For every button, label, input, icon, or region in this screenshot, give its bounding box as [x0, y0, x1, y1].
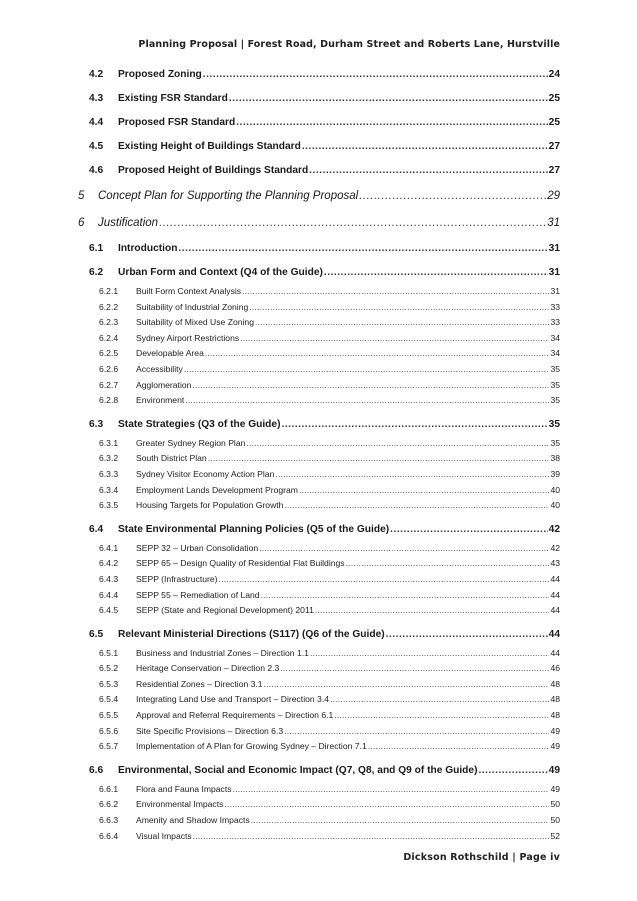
toc-dot-leader	[259, 541, 549, 557]
toc-entry-title: Visual Impacts	[136, 830, 192, 841]
toc-dot-leader	[330, 692, 549, 708]
toc-dot-leader	[229, 88, 548, 110]
toc-dot-leader	[284, 724, 549, 740]
toc-entry-number: 4.3	[89, 93, 104, 104]
toc-entry[interactable]	[78, 284, 560, 300]
toc-entry[interactable]	[78, 708, 560, 724]
toc-entry-page: 33	[550, 301, 560, 312]
toc-entry[interactable]	[78, 624, 560, 646]
toc-entry-title: Proposed FSR Standard	[118, 117, 236, 128]
toc-entry-page: 35	[550, 437, 560, 448]
toc-entry[interactable]	[78, 112, 560, 134]
toc-entry[interactable]	[78, 760, 560, 782]
toc-entry-number: 6.2.6	[99, 363, 119, 374]
toc-entry-number: 6.5.1	[99, 647, 119, 658]
toc-entry[interactable]	[78, 451, 560, 467]
toc-entry-title: Built Form Context Analysis	[136, 286, 242, 296]
toc-entry-page: 49	[550, 741, 560, 752]
toc-dot-leader	[302, 136, 548, 158]
toc-entry[interactable]	[78, 211, 560, 236]
toc-entry-title: Site Specific Provisions – Direction 6.3	[136, 725, 284, 736]
toc-entry-title: Environmental Impacts	[136, 799, 224, 810]
toc-entry[interactable]	[78, 588, 560, 604]
toc-entry[interactable]	[78, 739, 560, 755]
toc-entry[interactable]	[78, 813, 560, 829]
toc-dot-leader	[478, 760, 547, 782]
toc-dot-leader	[242, 284, 549, 300]
toc-dot-leader	[280, 661, 549, 677]
toc-entry-title: Suitability of Mixed Use Zoning	[136, 317, 254, 328]
toc-entry-number: 4.6	[89, 165, 104, 176]
toc-entry-page: 35	[548, 418, 560, 430]
toc-entry-title: Existing Height of Buildings Standard	[118, 141, 301, 152]
toc-entry-page: 50	[550, 815, 560, 826]
toc-entry-number: 6.5.3	[99, 678, 119, 689]
toc-entry-page: 35	[550, 379, 560, 390]
toc-entry[interactable]	[78, 300, 560, 316]
toc-entry-title: Proposed Height of Buildings Standard	[118, 165, 309, 176]
toc-entry-number: 6.4.4	[99, 589, 119, 600]
toc-entry[interactable]	[78, 160, 560, 182]
toc-dot-leader	[310, 646, 550, 662]
toc-entry-page: 48	[550, 678, 560, 689]
toc-entry[interactable]	[78, 661, 560, 677]
toc-entry-page: 44	[550, 589, 560, 600]
toc-entry-number: 6.5.4	[99, 694, 119, 705]
toc-entry-title: Accessibility	[136, 363, 183, 374]
toc-entry-page: 27	[548, 141, 560, 152]
toc-entry-page: 31	[547, 217, 560, 229]
toc-entry[interactable]	[78, 692, 560, 708]
toc-entry-page: 43	[550, 558, 560, 569]
toc-entry-page: 44	[550, 605, 560, 616]
toc-entry-page: 35	[550, 363, 560, 374]
toc-entry[interactable]	[78, 498, 560, 514]
toc-entry-page: 34	[550, 348, 560, 359]
toc-entry-title: Business and Industrial Zones – Direction 1.1	[136, 647, 309, 658]
table-of-contents	[78, 64, 560, 844]
toc-entry[interactable]	[78, 646, 560, 662]
toc-dot-leader	[192, 378, 549, 394]
toc-dot-leader	[184, 362, 550, 378]
toc-entry-number: 6.2.5	[99, 348, 119, 359]
toc-entry-title: Environmental, Social and Economic Impact (Q7, Q8, and Q9 of the Guide)	[118, 764, 478, 776]
toc-entry[interactable]	[78, 436, 560, 452]
toc-entry-page: 44	[550, 647, 560, 658]
toc-entry[interactable]	[78, 346, 560, 362]
toc-entry-page: 48	[550, 710, 560, 721]
toc-entry-number: 6.4.3	[99, 573, 119, 584]
toc-entry-title: Housing Targets for Population Growth	[136, 500, 284, 511]
toc-entry-number: 6.5.2	[99, 663, 119, 674]
toc-entry[interactable]	[78, 782, 560, 798]
toc-dot-leader	[299, 483, 550, 499]
toc-dot-leader	[159, 211, 546, 236]
toc-entry-number: 6.6.2	[99, 799, 119, 810]
toc-entry[interactable]	[78, 362, 560, 378]
toc-entry-page: 29	[547, 190, 560, 202]
toc-entry-title: Environment	[136, 395, 185, 406]
toc-entry-title: SEPP 65 – Design Quality of Residential Flat Buildings	[136, 558, 345, 569]
toc-entry-number: 5	[78, 190, 85, 202]
toc-dot-leader	[240, 331, 549, 347]
toc-entry-title: Implementation of A Plan for Growing Sydney – Direction 7.1	[136, 741, 367, 752]
toc-entry-page: 40	[550, 500, 560, 511]
toc-entry-page: 42	[550, 542, 560, 553]
toc-entry-page: 49	[550, 725, 560, 736]
toc-entry[interactable]	[78, 262, 560, 284]
toc-dot-leader	[390, 519, 548, 541]
toc-entry-number: 6.2.7	[99, 379, 119, 390]
toc-entry-number: 6.5.6	[99, 725, 119, 736]
toc-dot-leader	[251, 813, 550, 829]
toc-entry-number: 6.3.5	[99, 500, 119, 511]
toc-entry-page: 46	[550, 663, 560, 674]
toc-entry-title: SEPP (State and Regional Development) 2011	[136, 605, 314, 616]
toc-entry-title: Residential Zones – Direction 3.1	[136, 678, 263, 689]
toc-entry[interactable]	[78, 467, 560, 483]
toc-entry-page: 49	[548, 764, 560, 776]
toc-entry[interactable]	[78, 572, 560, 588]
toc-entry-number: 6.4.1	[99, 542, 119, 553]
toc-entry[interactable]	[78, 556, 560, 572]
toc-entry[interactable]	[78, 88, 560, 110]
toc-entry[interactable]	[78, 603, 560, 619]
toc-dot-leader	[205, 346, 550, 362]
toc-dot-leader	[178, 238, 547, 260]
toc-entry-page: 25	[548, 93, 560, 104]
toc-entry-number: 6.4.5	[99, 605, 119, 616]
toc-dot-leader	[359, 184, 546, 209]
page-header: Planning Proposal | Forest Road, Durham Street and Roberts Lane, Hurstville	[138, 39, 560, 50]
toc-entry-number: 4.4	[89, 117, 104, 128]
toc-entry-title: SEPP 55 – Remediation of Land	[136, 589, 260, 600]
toc-entry[interactable]	[78, 519, 560, 541]
toc-dot-leader	[261, 588, 550, 604]
toc-entry-number: 6.2.3	[99, 317, 119, 328]
toc-dot-leader	[386, 624, 548, 646]
toc-dot-leader	[203, 64, 548, 86]
toc-entry-page: 34	[550, 332, 560, 343]
toc-entry-title: Introduction	[118, 243, 178, 254]
toc-entry-page: 27	[548, 165, 560, 176]
toc-entry-page: 40	[550, 484, 560, 495]
toc-entry[interactable]	[78, 541, 560, 557]
toc-entry-number: 6.6.4	[99, 830, 119, 841]
toc-entry-title: Concept Plan for Supporting the Planning Proposal	[98, 190, 359, 202]
toc-entry[interactable]	[78, 184, 560, 209]
toc-entry[interactable]	[78, 378, 560, 394]
toc-entry[interactable]	[78, 136, 560, 158]
toc-entry-title: Suitability of Industrial Zoning	[136, 301, 249, 312]
toc-entry-page: 35	[550, 395, 560, 406]
toc-entry[interactable]	[78, 797, 560, 813]
toc-dot-leader	[275, 467, 549, 483]
toc-entry-title: Developable Area	[136, 348, 204, 359]
toc-entry-page: 52	[550, 830, 560, 841]
toc-entry-number: 6	[78, 217, 85, 229]
toc-dot-leader	[284, 498, 549, 514]
toc-entry-title: Agglomeration	[136, 379, 192, 390]
toc-dot-leader	[368, 739, 550, 755]
toc-dot-leader	[346, 556, 550, 572]
toc-entry[interactable]	[78, 315, 560, 331]
toc-entry-title: Relevant Ministerial Directions (S117) (Q6 of the Guide)	[118, 628, 385, 640]
toc-entry[interactable]	[78, 724, 560, 740]
toc-entry[interactable]	[78, 483, 560, 499]
toc-entry-title: Heritage Conservation – Direction 2.3	[136, 663, 280, 674]
toc-entry-page: 25	[548, 117, 560, 128]
toc-entry-number: 6.6.1	[99, 783, 119, 794]
toc-entry-title: Justification	[98, 217, 159, 229]
toc-entry[interactable]	[78, 64, 560, 86]
toc-entry-title: Proposed Zoning	[118, 69, 202, 80]
toc-entry-number: 6.3.4	[99, 484, 119, 495]
toc-dot-leader	[249, 300, 549, 316]
toc-entry-title: Flora and Fauna Impacts	[136, 783, 232, 794]
toc-entry-page: 49	[550, 783, 560, 794]
toc-entry-page: 38	[550, 453, 560, 464]
toc-dot-leader	[236, 112, 547, 134]
toc-entry-title: SEPP 32 – Urban Consolidation	[136, 542, 259, 553]
toc-entry-number: 4.2	[89, 69, 104, 80]
toc-entry-page: 33	[550, 317, 560, 328]
toc-entry-title: Sydney Airport Restrictions	[136, 332, 240, 343]
toc-dot-leader	[315, 603, 550, 619]
toc-entry-number: 6.3.1	[99, 437, 119, 448]
toc-entry-number: 6.6.3	[99, 815, 119, 826]
toc-dot-leader	[208, 451, 550, 467]
toc-entry-number: 6.5	[89, 628, 104, 640]
toc-entry-page: 31	[550, 286, 560, 296]
toc-entry-page: 48	[550, 694, 560, 705]
page-footer: Dickson Rothschild | Page iv	[403, 852, 560, 863]
toc-entry[interactable]	[78, 393, 560, 409]
toc-entry[interactable]	[78, 238, 560, 260]
toc-entry-page: 31	[548, 267, 560, 278]
toc-entry-title: Amenity and Shadow Impacts	[136, 815, 250, 826]
toc-entry-title: Greater Sydney Region Plan	[136, 437, 246, 448]
toc-entry-page: 42	[548, 523, 560, 535]
toc-entry-number: 4.5	[89, 141, 104, 152]
toc-entry-number: 6.3.2	[99, 453, 119, 464]
toc-dot-leader	[324, 262, 548, 284]
toc-entry-title: Integrating Land Use and Transport – Direction 3.4	[136, 694, 329, 705]
toc-entry-number: 6.2.1	[99, 286, 119, 296]
toc-dot-leader	[224, 797, 549, 813]
toc-entry-page: 31	[548, 243, 560, 254]
toc-entry-number: 6.6	[89, 764, 104, 776]
toc-dot-leader	[264, 677, 550, 693]
toc-dot-leader	[281, 414, 547, 436]
toc-entry-number: 6.5.7	[99, 741, 119, 752]
toc-dot-leader	[219, 572, 550, 588]
toc-entry-number: 6.4.2	[99, 558, 119, 569]
toc-entry[interactable]	[78, 677, 560, 693]
toc-entry-title: Employment Lands Development Program	[136, 484, 298, 495]
toc-entry-page: 44	[550, 573, 560, 584]
toc-entry-number: 6.5.5	[99, 710, 119, 721]
toc-entry-number: 6.2.8	[99, 395, 119, 406]
toc-dot-leader	[233, 782, 550, 798]
toc-entry-number: 6.2.4	[99, 332, 119, 343]
toc-dot-leader	[246, 436, 549, 452]
toc-entry-page: 24	[548, 69, 560, 80]
toc-entry-page: 50	[550, 799, 560, 810]
toc-entry-number: 6.4	[89, 523, 104, 535]
toc-dot-leader	[193, 829, 550, 845]
toc-entry-title: Approval and Referral Requirements – Direction 6.1	[136, 710, 334, 721]
toc-entry-title: South District Plan	[136, 453, 207, 464]
toc-entry[interactable]	[78, 331, 560, 347]
toc-entry[interactable]	[78, 829, 560, 845]
toc-dot-leader	[255, 315, 549, 331]
toc-entry-title: State Strategies (Q3 of the Guide)	[118, 418, 281, 430]
toc-entry-number: 6.3.3	[99, 468, 119, 479]
toc-entry-title: State Environmental Planning Policies (Q5 of the Guide)	[118, 523, 390, 535]
toc-entry-title: SEPP (Infrastructure)	[136, 573, 218, 584]
toc-entry[interactable]	[78, 414, 560, 436]
toc-dot-leader	[309, 160, 547, 182]
toc-entry-number: 6.2.2	[99, 301, 119, 312]
toc-entry-number: 6.3	[89, 418, 104, 430]
toc-entry-title: Sydney Visitor Economy Action Plan	[136, 468, 275, 479]
toc-entry-title: Existing FSR Standard	[118, 93, 228, 104]
toc-dot-leader	[185, 393, 549, 409]
toc-entry-number: 6.2	[89, 267, 104, 278]
toc-entry-title: Urban Form and Context (Q4 of the Guide)	[118, 267, 323, 278]
toc-dot-leader	[334, 708, 549, 724]
toc-entry-page: 44	[548, 628, 560, 640]
toc-entry-page: 39	[550, 468, 560, 479]
toc-entry-number: 6.1	[89, 243, 104, 254]
